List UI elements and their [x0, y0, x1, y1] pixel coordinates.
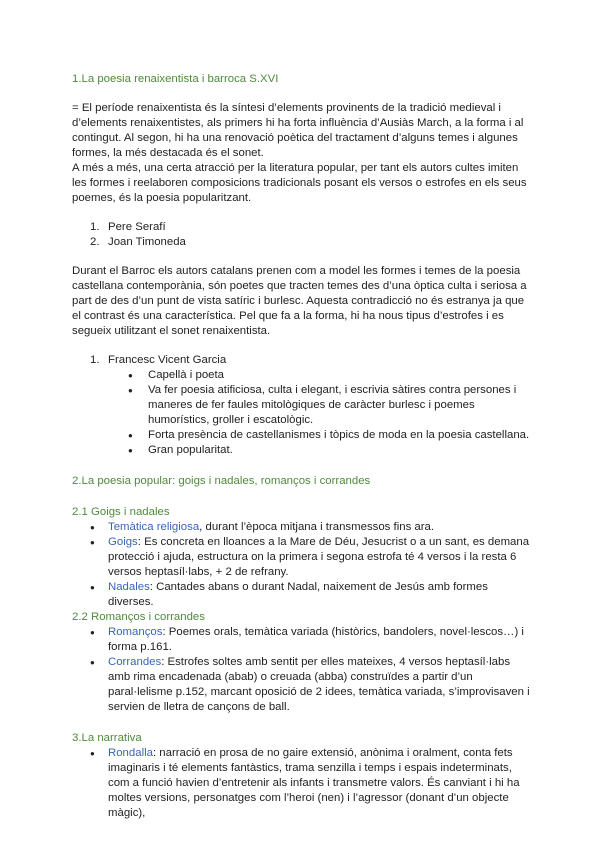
section-2-1-heading: 2.1 Goigs i nadales — [72, 506, 170, 518]
term-label: Corrandes — [108, 656, 162, 668]
list-number: 2. — [90, 236, 100, 248]
section-1-paragraph-2: A més a més, una certa atracció per la literatura popular, per tant els autors cultes imiten les formes i reelaboren composicions tradicionals posant els versos o estrofes en els seus poemes, és la poesia popularitzant. — [72, 162, 527, 204]
baroque-poets-list — [72, 353, 532, 368]
list-number: 1. — [90, 354, 100, 366]
section-2-2-heading: 2.2 Romanços i corrandes — [72, 611, 205, 623]
term-label: Romanços — [108, 626, 163, 638]
list-number: 1. — [90, 221, 100, 233]
section-1-paragraph-3: Durant el Barroc els autors catalans prenen com a model les formes i temes de la poesia castellana contemporània, són poetes que tracten temes des d’una òptica culta i seriosa a part de des d’un punt de vista satíric i burlesc. Aquesta contradicció no és estranya ja que el contrast és una característica. Pel que fa a la forma, hi ha nous tipus d’estrofes i es segueix utilitzant el sonet renaixentista. — [72, 265, 527, 337]
term-description: , durant l’època mitjana i transmessos fins ara. — [199, 521, 435, 533]
term-description: : Estrofes soltes amb sentit per elles mateixes, 4 versos heptasíl·labs amb rima encadenada (abab) o creuada (abba) construïdes a partir d’un paral·lelisme p.152, marcant oposició de 2 idees, temàtica variada, s’improvisaven i servien de lletra de cançons de ball. — [108, 656, 530, 713]
baroque-poet-bullets — [72, 368, 532, 458]
section-2-heading: 2.La poesia popular: goigs i nadales, romanços i corrandes — [72, 475, 371, 487]
list-item — [72, 535, 532, 580]
list-item — [72, 625, 532, 655]
list-item — [72, 746, 532, 821]
romancos-corrandes-list — [72, 625, 532, 715]
term-description: : Poemes orals, temàtica variada (històrics, bandolers, novel·lescos…) i forma p.161. — [108, 626, 524, 653]
section-3-heading: 3.La narrativa — [72, 732, 142, 744]
term-description: : Cantades abans o durant Nadal, naixement de Jesús amb formes diverses. — [108, 581, 488, 608]
term-label: Temàtica religiosa — [108, 521, 200, 533]
term-label: Nadales — [108, 581, 150, 593]
narrativa-list — [72, 746, 532, 821]
section-1-paragraph-1: = El període renaixentista és la síntesi d’elements provinents de la tradició medieval i d’elements renaixentistes, als primers hi ha forta influència d’Ausiàs March, a la forma i al contingut. Al segon, hi ha una renovació poètica del tractament d’alguns temes i algunes formes, la més destacada és el sonet. — [72, 102, 524, 159]
list-item — [72, 220, 532, 235]
bullet-item: ● Capellà i poeta — [148, 368, 532, 383]
renaissance-poets-list — [72, 220, 532, 250]
bullet-item: ● Gran popularitat. — [148, 443, 532, 458]
poet-name: Joan Timoneda — [108, 236, 186, 248]
bullet-item: ● Forta presència de castellanismes i tòpics de moda en la poesia castellana. — [148, 428, 532, 443]
term-label: Goigs — [108, 536, 138, 548]
list-item — [72, 353, 532, 368]
list-item — [72, 580, 532, 610]
section-1-heading: 1.La poesia renaixentista i barroca S.XVI — [72, 73, 279, 85]
list-item — [72, 235, 532, 250]
term-label: Rondalla — [108, 747, 153, 759]
goigs-nadales-list — [72, 520, 532, 610]
poet-name: Francesc Vicent Garcia — [108, 354, 227, 366]
document-content — [72, 72, 532, 821]
list-item — [72, 655, 532, 715]
term-description: : narració en prosa de no gaire extensió, anònima i oralment, conta fets imaginaris i té elements fantàstics, trama senzilla i temps i espais indeterminats, com a funció havien d’entretenir als infants i transmetre valors. És canviant i hi ha moltes versions, personatges com l’heroi (nen) i l’agressor (donant d’un objecte màgic), — [108, 747, 520, 819]
poet-name: Pere Serafí — [108, 221, 166, 233]
term-description: : Es concreta en lloances a la Mare de Déu, Jesucrist o a un sant, es demana protecció i ajuda, estructura on la primera i segona estrofa té 4 versos i la resta 6 versos heptasíl·labs, + 2 de refrany. — [108, 536, 530, 578]
list-item — [72, 520, 532, 535]
bullet-item: ● Va fer poesia atificiosa, culta i elegant, i escrivia sàtires contra persones i maneres de fer faules mitològiques de caràcter burlesc i poemes humorístics, groller i escatològic. — [148, 383, 532, 428]
